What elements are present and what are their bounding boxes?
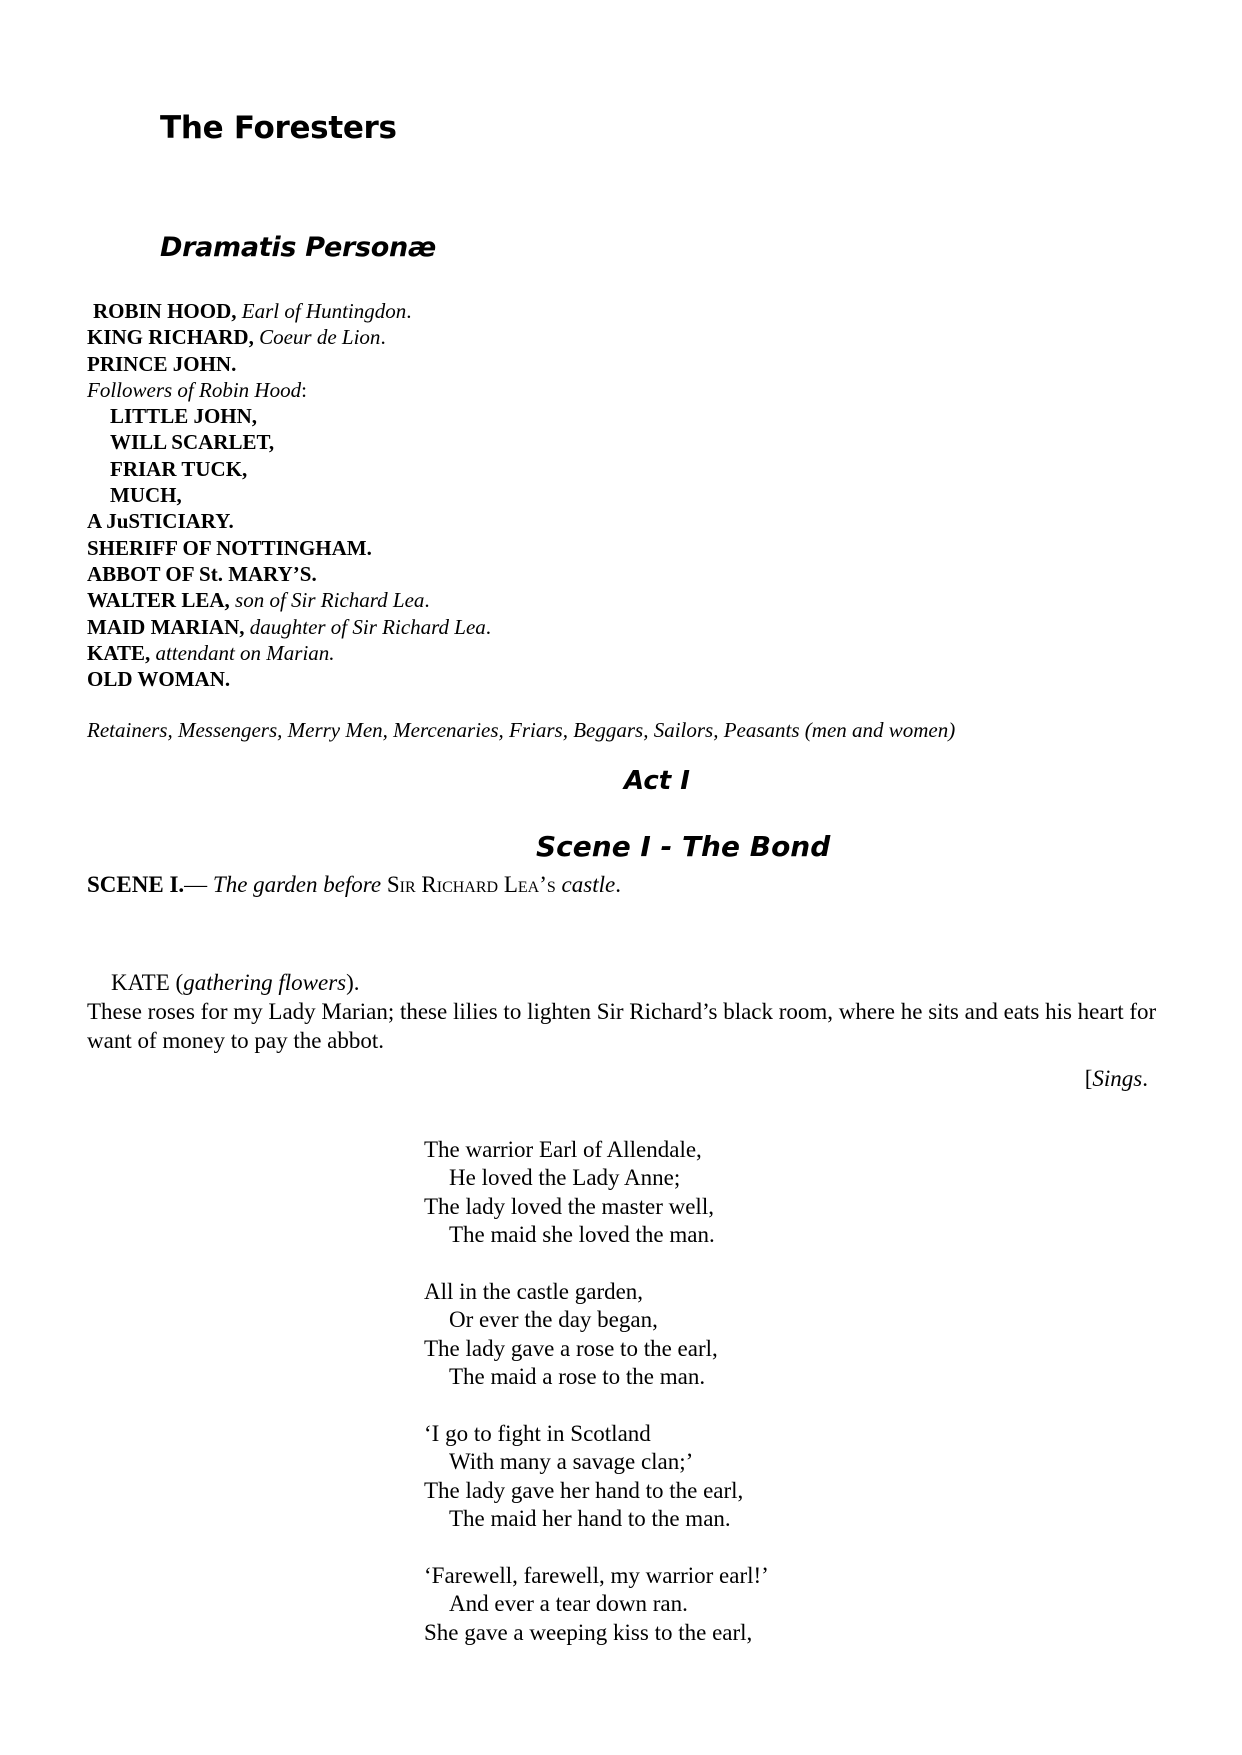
punctuation: ( xyxy=(175,970,184,995)
song-line: The maid a rose to the man. xyxy=(449,1364,706,1390)
speaker-name: KATE xyxy=(111,970,170,995)
cast-entry xyxy=(87,640,491,666)
song-stanza xyxy=(424,1420,769,1534)
setting-text: The garden before xyxy=(212,872,382,897)
page-title: The Foresters xyxy=(160,110,397,146)
song-line: The lady gave her hand to the earl, xyxy=(424,1477,744,1503)
punctuation: . xyxy=(615,872,621,897)
scene-heading: Scene I - The Bond xyxy=(536,830,831,863)
setting-person: Sir Richard Lea’s xyxy=(386,872,556,897)
song-line: ‘Farewell, farewell, my warrior earl!’ xyxy=(424,1562,769,1588)
cast-name: ABBOT OF St. MARY’S. xyxy=(87,561,317,586)
song-line: The maid she loved the man. xyxy=(449,1222,715,1248)
cast-name: MAID MARIAN, xyxy=(87,614,245,639)
stage-direction: gathering flowers xyxy=(183,970,347,995)
song-stanza xyxy=(424,1562,769,1647)
cast-name: LITTLE JOHN, xyxy=(110,404,258,429)
extras-list: Retainers, Messengers, Merry Men, Mercenaries, Friars, Beggars, Sailors, Peasants (men and women) xyxy=(87,718,956,742)
em-dash: — xyxy=(184,872,208,897)
song-line: The warrior Earl of Allendale, xyxy=(424,1137,702,1162)
song-line: The lady loved the master well, xyxy=(424,1193,714,1219)
cast-description: son of Sir Richard Lea xyxy=(235,588,425,613)
cast-entry xyxy=(87,298,491,324)
setting-text: castle xyxy=(561,872,616,897)
cast-name: A JuSTICIARY. xyxy=(87,509,234,534)
punctuation: . xyxy=(1142,1066,1148,1091)
cast-entry xyxy=(87,508,491,534)
cast-name: WILL SCARLET, xyxy=(110,430,275,455)
cast-entry xyxy=(87,666,491,692)
cast-name: WALTER LEA, xyxy=(87,588,230,613)
punctuation: . xyxy=(406,299,412,323)
song-line: With many a savage clan;’ xyxy=(449,1449,694,1475)
punctuation: : xyxy=(301,377,307,402)
punctuation: . xyxy=(380,325,386,350)
scene-label: SCENE I. xyxy=(87,872,185,897)
sings-direction xyxy=(1085,1066,1148,1092)
cast-name: OLD WOMAN. xyxy=(87,667,231,692)
scene-setting xyxy=(87,872,621,898)
cast-entry xyxy=(87,429,491,455)
cast-entry xyxy=(87,482,491,508)
cast-entry xyxy=(87,351,491,377)
act-heading: Act I xyxy=(624,766,690,796)
cast-name: ROBIN HOOD, xyxy=(93,299,237,323)
cast-description: Followers of Robin Hood xyxy=(87,377,302,402)
cast-name: MUCH, xyxy=(110,483,182,508)
song xyxy=(424,1136,769,1675)
song-line: Or ever the day began, xyxy=(449,1307,658,1333)
song-line: ‘I go to fight in Scotland xyxy=(424,1420,651,1446)
song-stanza xyxy=(424,1136,769,1250)
cast-entry xyxy=(87,535,491,561)
speaker-line xyxy=(111,970,360,996)
stage-direction: Sings xyxy=(1092,1066,1143,1091)
cast-entry xyxy=(87,324,491,350)
punctuation: . xyxy=(424,588,430,613)
cast-group-label xyxy=(87,377,491,403)
song-line: She gave a weeping kiss to the earl, xyxy=(424,1619,753,1645)
speech-text: These roses for my Lady Marian; these lilies to lighten Sir Richard’s black room, where he sits and eats his heart for want of money to pay the abbot. xyxy=(87,999,1157,1053)
cast-list xyxy=(87,298,491,692)
cast-name: FRIAR TUCK, xyxy=(110,456,248,481)
song-line: And ever a tear down ran. xyxy=(449,1591,688,1617)
song-line: He loved the Lady Anne; xyxy=(449,1165,681,1191)
cast-description: Earl of Huntingdon xyxy=(241,299,407,323)
cast-entry xyxy=(87,456,491,482)
cast-name: KING RICHARD, xyxy=(87,325,254,350)
song-line: All in the castle garden, xyxy=(424,1278,644,1304)
punctuation: ). xyxy=(346,970,360,995)
cast-description: Coeur de Lion xyxy=(259,325,381,350)
punctuation: . xyxy=(485,614,492,639)
cast-name: SHERIFF OF NOTTINGHAM. xyxy=(87,535,372,560)
cast-description: daughter of Sir Richard Lea xyxy=(249,614,486,639)
cast-entry xyxy=(87,587,491,613)
cast-entry xyxy=(87,614,491,640)
cast-description: attendant on Marian. xyxy=(155,640,335,665)
cast-entry xyxy=(87,403,491,429)
cast-name: PRINCE JOHN. xyxy=(87,351,237,376)
song-line: The lady gave a rose to the earl, xyxy=(424,1335,718,1361)
song-line: The maid her hand to the man. xyxy=(449,1506,731,1532)
dramatis-personae-heading: Dramatis Personæ xyxy=(160,232,436,263)
cast-entry xyxy=(87,561,491,587)
cast-name: KATE, xyxy=(87,640,151,665)
song-stanza xyxy=(424,1278,769,1392)
punctuation: [ xyxy=(1084,1066,1093,1091)
